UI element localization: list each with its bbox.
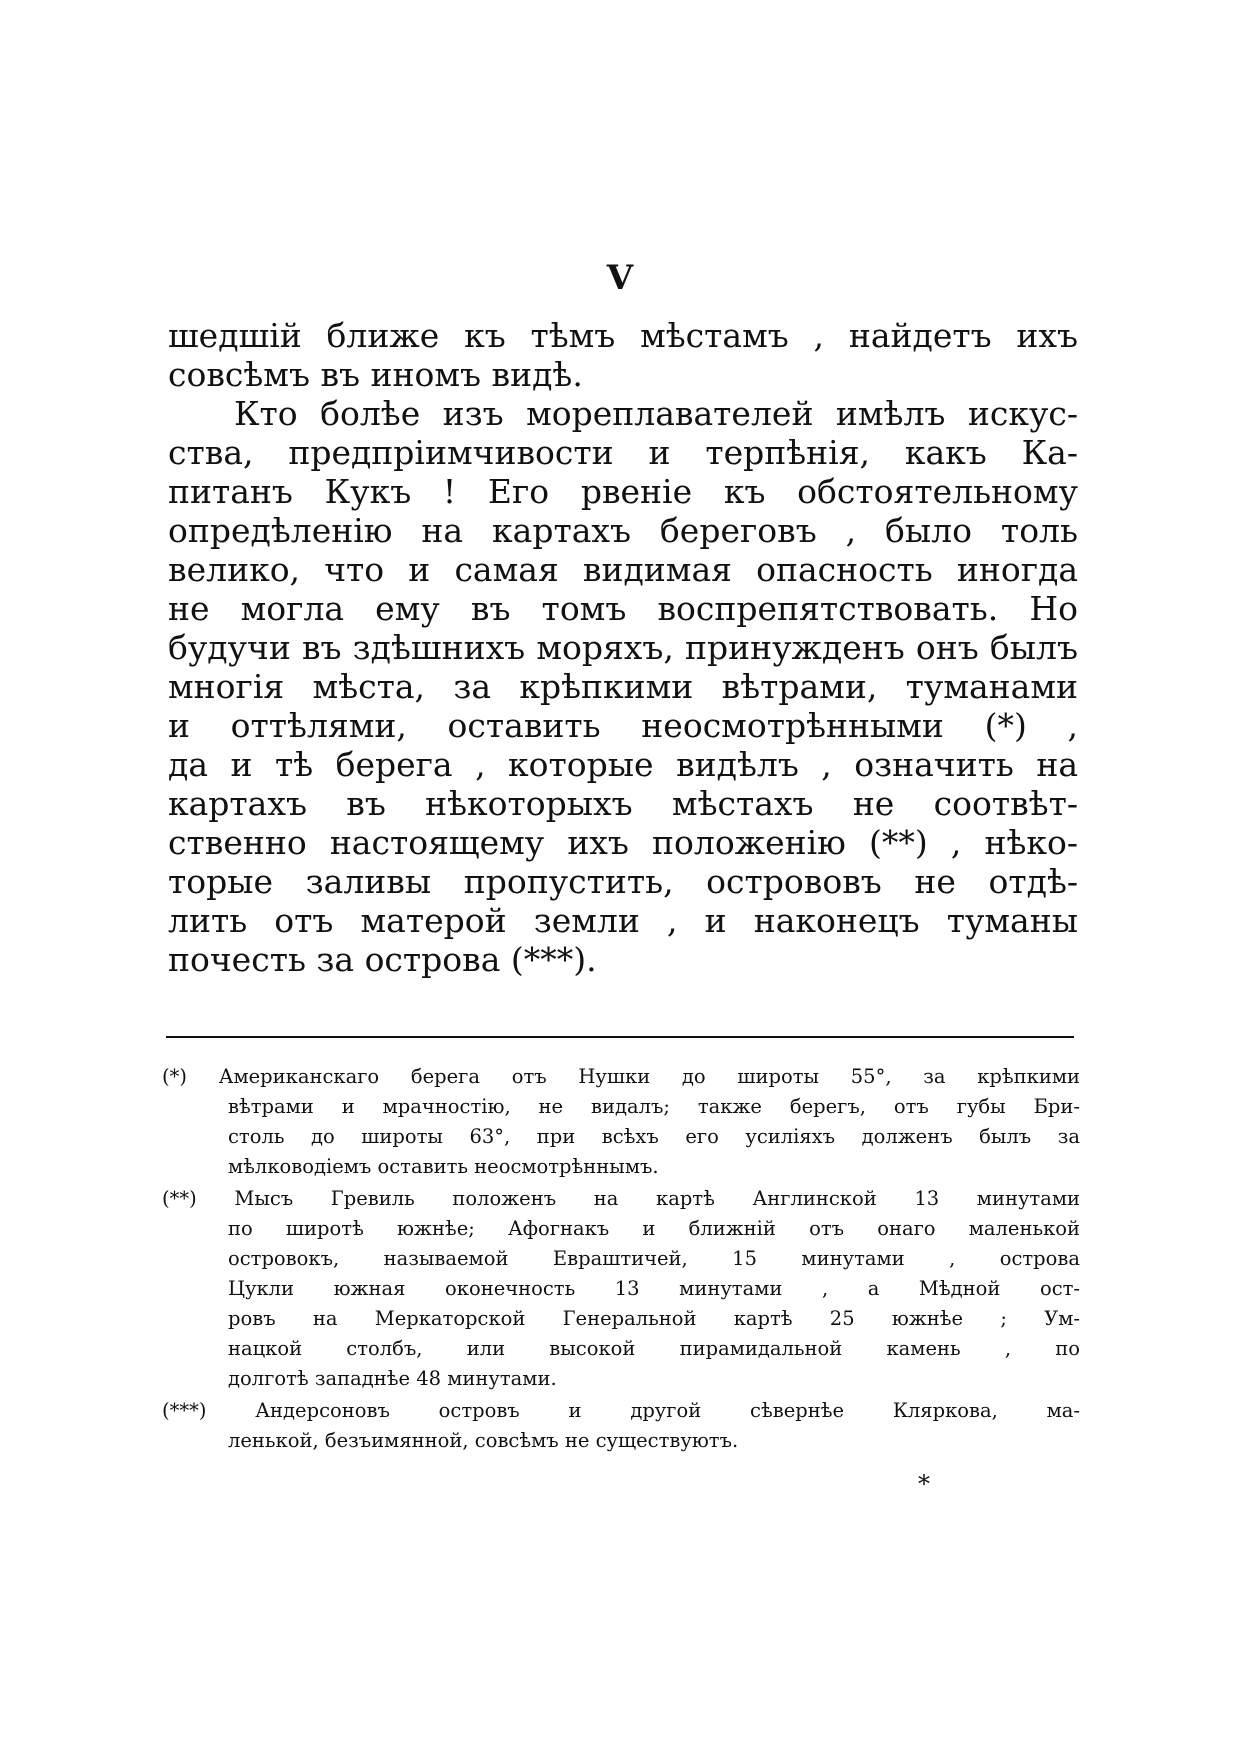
text-line: торые заливы пропустить, острововъ не отдѣ- [168,862,1078,901]
catchword-asterisk: * [918,1470,930,1498]
text-line: не могла ему въ томъ воспрепятствовать. Но [168,589,1078,628]
text-line: велико, что и самая видимая опасность иногда [168,550,1078,589]
footnote-2 [162,1184,1080,1394]
footnote-line: ровъ на Меркаторской Генеральной картѣ 25 южнѣе ; Ум- [228,1307,1080,1330]
text-line: опредѣленію на картахъ береговъ , было толь [168,511,1078,550]
footnote-marker: (**) [162,1187,197,1210]
footnote-line: ленькой, безъимянной, совсѣмъ не существуютъ. [228,1429,739,1452]
text-line: питанъ Кукъ ! Его рвеніе къ обстоятельному [168,472,1078,511]
text-line: ства, предпріимчивости и терпѣнія, какъ Ка- [168,433,1078,472]
text-line: картахъ въ нѣкоторыхъ мѣстахъ не соотвѣт- [168,784,1078,823]
page-number: V [606,258,635,298]
footnote-line: по широтѣ южнѣе; Афогнакъ и ближній отъ онаго маленькой [228,1217,1080,1240]
footnote-line: островокъ, называемой Евраштичей, 15 минутами , острова [228,1247,1080,1270]
text-line: и оттѣлями, оставить неосмотрѣнными (*) , [168,706,1078,745]
text-line: шедшій ближе къ тѣмъ мѣстамъ , найдетъ ихъ [168,316,1078,355]
text-line: лить отъ матерой земли , и наконецъ туманы [168,901,1078,940]
footnote-line: (*) Американскаго берега отъ Нушки до широты 55°, за крѣпкими [162,1065,1080,1088]
text-line: да и тѣ берега , которые видѣлъ , означить на [168,745,1078,784]
footnote-line: (**) Мысъ Гревиль положенъ на картѣ Англинской 13 минутами [162,1187,1080,1210]
text-line: почесть за острова (***). [168,940,597,979]
footnote-marker: (*) [162,1065,187,1088]
footnote-marker: (***) [162,1399,207,1422]
footnote-line: (***) Андерсоновъ островъ и другой сѣвернѣе Кляркова, ма- [162,1399,1081,1422]
main-text [168,316,1078,979]
text-line: Кто болѣе изъ мореплавателей имѣлъ искус- [234,394,1078,433]
footnote-line: долготѣ западнѣе 48 минутами. [228,1367,557,1390]
footnote-line: Цукли южная оконечность 13 минутами , а Мѣдной ост- [228,1277,1080,1300]
text-line: многія мѣста, за крѣпкими вѣтрами, туманами [168,667,1078,706]
footnote-3 [162,1396,1080,1456]
footnote-line: мѣлководіемъ оставить неосмотрѣннымъ. [228,1155,659,1178]
text-line: совсѣмъ въ иномъ видѣ. [168,355,583,394]
footnote-divider [166,1036,1074,1038]
footnote-1 [162,1062,1080,1182]
footnotes [162,1062,1080,1458]
footnote-line: нацкой столбъ, или высокой пирамидальной камень , по [228,1337,1080,1360]
footnote-line: вѣтрами и мрачностію, не видалъ; также берегъ, отъ губы Бри- [228,1095,1080,1118]
footnote-line: столь до широты 63°, при всѣхъ его усиліяхъ долженъ былъ за [228,1125,1080,1148]
text-line: будучи въ здѣшнихъ моряхъ, принужденъ онъ былъ [168,628,1078,667]
text-line: ственно настоящему ихъ положенію (**) , нѣко- [168,823,1078,862]
